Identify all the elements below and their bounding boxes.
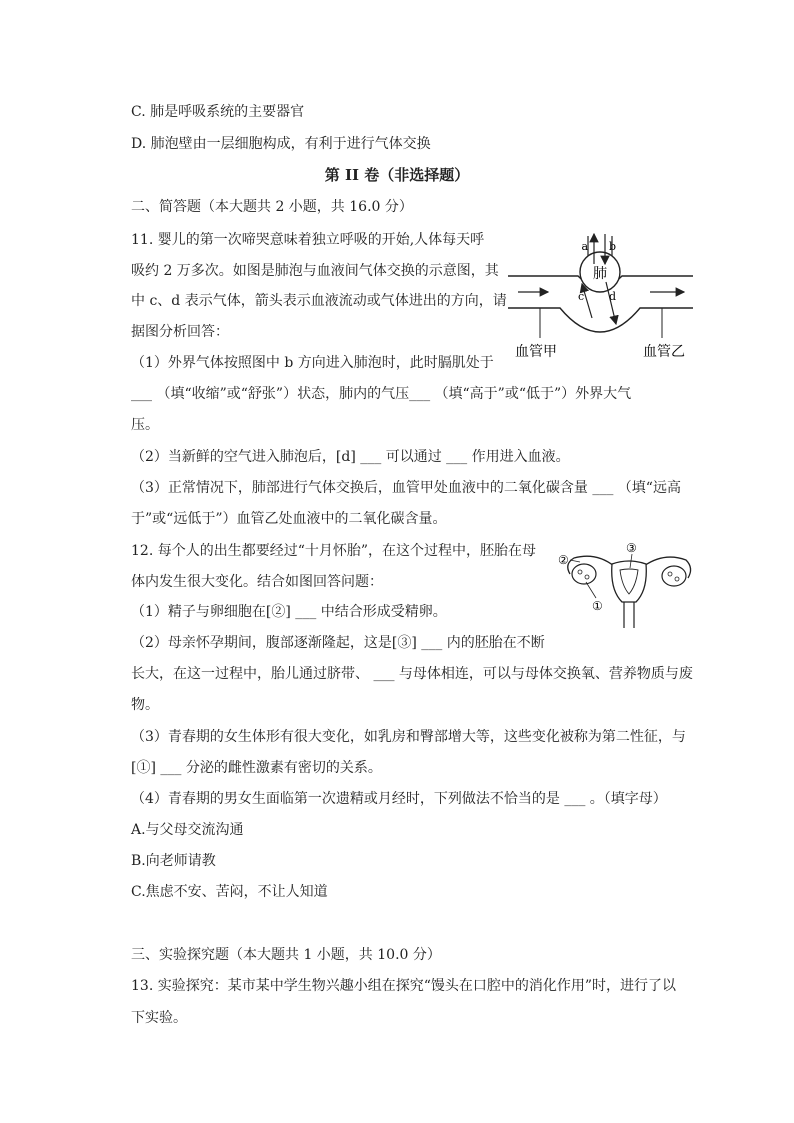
vessel-bottom-wall (508, 308, 693, 332)
label-d: d (609, 290, 617, 303)
q12-option-c: C.焦虑不安、苦闷，不让人知道 (131, 884, 328, 900)
q12-part2-c: 物。 (131, 697, 159, 713)
q12-option-b: B.向老师请教 (131, 853, 216, 869)
label-1: ① (592, 599, 603, 613)
section2-heading: 二、简答题（本大题共 2 小题，共 16.0 分） (131, 199, 413, 215)
q12-part3-a: （3）青春期的女生体形有很大变化，如乳房和臀部增大等，这些变化被称为第二性征，与 (131, 729, 686, 745)
q12-text-2: 体内发生很大变化。结合如图回答问题： (131, 574, 383, 590)
q11-part1-b: ___ （填“收缩”或“舒张”）状态，肺内的气压___ （填“高于”或“低于”）外界大气 (131, 386, 632, 402)
label-lung: 肺 (593, 266, 607, 282)
label-vessel-yi: 血管乙 (643, 344, 685, 360)
right-ovary (662, 566, 686, 586)
q12-part2-b: 长大，在这一过程中，胎儿通过脐带、 ___ 与母体相连，可以与母体交换氧、营养物质与废 (131, 666, 693, 682)
label-2: ② (558, 553, 569, 567)
q11-text-3: 中 c、d 表示气体，箭头表示血液流动或气体进出的方向，请 (131, 293, 507, 309)
uterus-figure (556, 538, 698, 630)
uterus-body (612, 561, 647, 602)
lung-gas-exchange-figure (508, 228, 698, 364)
section3-heading: 三、实验探究题（本大题共 1 小题，共 10.0 分） (131, 947, 441, 963)
q11-text-1: 11. 婴儿的第一次啼哭意味着独立呼吸的开始,人体每天呼 (131, 232, 485, 248)
q12-part3-b: [①] ___ 分泌的雌性激素有密切的关系。 (131, 760, 382, 776)
q11-part1-a: （1）外界气体按照图中 b 方向进入肺泡时，此时膈肌处于 (131, 355, 494, 371)
q11-part3-b: 于”或“远低于”）血管乙处血液中的二氧化碳含量。 (131, 511, 447, 527)
q13-text-2: 下实验。 (131, 1010, 187, 1026)
q11-text-4: 据图分析回答： (131, 324, 229, 340)
q11-part1-c: 压。 (131, 417, 159, 433)
q12-part1: （1）精子与卵细胞在[②] ___ 中结合形成受精卵。 (131, 604, 447, 620)
q13-text-1: 13. 实验探究：某市某中学生物兴趣小组在探究“馒头在口腔中的消化作用”时，进行了以 (131, 978, 677, 994)
q12-part4: （4）青春期的男女生面临第一次遗精或月经时，下列做法不恰当的是 ___ 。（填字母） (131, 791, 667, 807)
q11-part2: （2）当新鲜的空气进入肺泡后，[d] ___ 可以通过 ___ 作用进入血液。 (131, 449, 570, 465)
option-c: C. 肺是呼吸系统的主要器官 (131, 104, 305, 120)
q12-part2-a: （2）母亲怀孕期间，腹部逐渐隆起，这是[③] ___ 内的胚胎在不断 (131, 635, 545, 651)
label-c: c (578, 290, 585, 303)
q12-text-1: 12. 每个人的出生都要经过“十月怀胎”，在这个过程中，胚胎在母 (131, 543, 537, 559)
option-d: D. 肺泡壁由一层细胞构成，有利于进行气体交换 (131, 136, 431, 152)
label-b: b (609, 240, 617, 253)
label-a: a (581, 240, 588, 253)
label-vessel-jia: 血管甲 (515, 344, 557, 360)
label-3: ③ (626, 541, 637, 555)
q11-text-2: 吸约 2 万多次。如图是肺泡与血液间气体交换的示意图，其 (131, 263, 499, 279)
q11-part3-a: （3）正常情况下，肺部进行气体交换后，血管甲处血液中的二氧化碳含量 ___ （填“远高 (131, 480, 681, 496)
section2-title: 第 II 卷（非选择题） (324, 166, 470, 184)
q12-option-a: A.与父母交流沟通 (131, 822, 244, 838)
left-ovary (572, 564, 596, 584)
